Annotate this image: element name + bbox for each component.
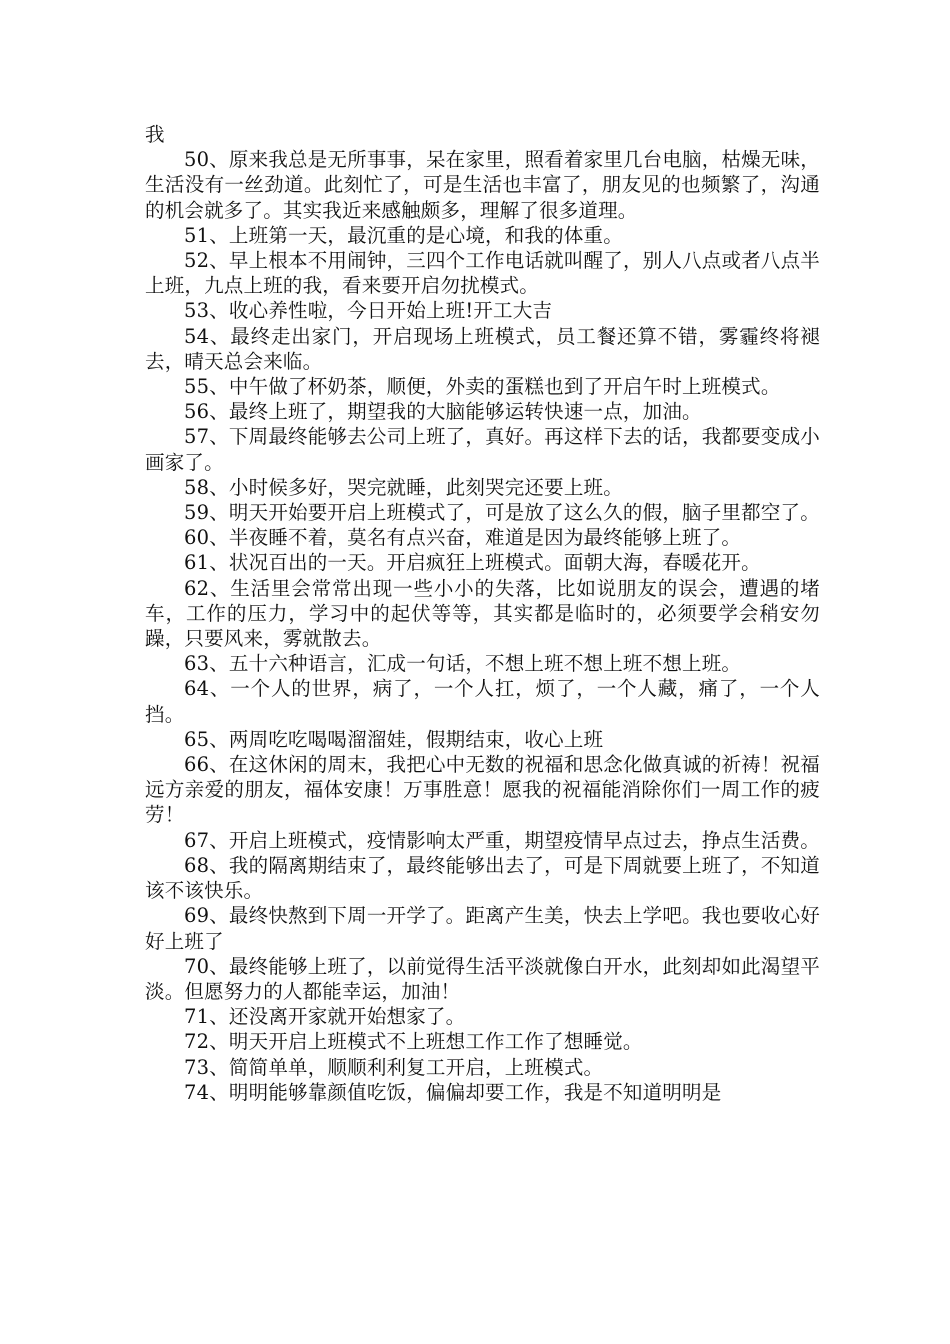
paragraph-53: 53、收心养性啦，今日开始上班!开工大吉 — [184, 299, 553, 323]
paragraph-51: 51、上班第一天，最沉重的是心境，和我的体重。 — [184, 223, 623, 247]
paragraph-55: 55、中午做了杯奶茶，顺便，外卖的蛋糕也到了开启午时上班模式。 — [184, 375, 781, 399]
paragraph-64: 64、一个人的世界，病了，一个人扛，烦了，一个人藏，痛了，一个人挡。 — [145, 677, 820, 726]
paragraph-70: 70、最终能够上班了，以前觉得生活平淡就像白开水，此刻却如此渴望平淡。但愿努力的人都能幸运，加油！ — [145, 954, 820, 1003]
paragraph-continuation: 我 — [145, 123, 165, 146]
paragraph-50: 50、原来我总是无所事事，呆在家里，照看着家里几台电脑，枯燥无味，生活没有一丝劲道。此刻忙了，可是生活也丰富了，朋友见的也频繁了，沟通的机会就多了。其实我近来感触颇多，理解了很多道理。 — [145, 148, 820, 222]
paragraph-57: 57、下周最终能够去公司上班了，真好。再这样下去的话，我都要变成小画家了。 — [145, 425, 820, 474]
paragraph-72: 72、明天开启上班模式不上班想工作工作了想睡觉。 — [184, 1030, 643, 1054]
paragraph-56: 56、最终上班了，期望我的大脑能够运转快速一点，加油。 — [184, 400, 702, 424]
paragraph-65: 65、两周吃吃喝喝溜溜娃，假期结束，收心上班 — [184, 727, 604, 751]
paragraph-58: 58、小时候多好，哭完就睡，此刻哭完还要上班。 — [184, 475, 623, 499]
paragraph-68: 68、我的隔离期结束了，最终能够出去了，可是下周就要上班了，不知道该不该快乐。 — [145, 853, 820, 903]
paragraph-69: 69、最终快熬到下周一开学了。距离产生美，快去上学吧。我也要收心好好上班了 — [145, 904, 820, 953]
paragraph-67: 67、开启上班模式，疫情影响太严重，期望疫情早点过去，挣点生活费。 — [184, 828, 820, 852]
paragraph-61: 61、状况百出的一天。开启疯狂上班模式。面朝大海，春暖花开。 — [184, 551, 761, 575]
paragraph-60: 60、半夜睡不着，莫名有点兴奋，难道是因为最终能够上班了。 — [184, 526, 742, 550]
paragraph-52: 52、早上根本不用闹钟，三四个工作电话就叫醒了，别人八点或者八点半上班，九点上班的我，看来要开启勿扰模式。 — [145, 249, 820, 298]
paragraph-71: 71、还没离开家就开始想家了。 — [184, 1005, 466, 1029]
paragraph-54: 54、最终走出家门，开启现场上班模式，员工餐还算不错，雾霾终将褪去，晴天总会来临。 — [145, 324, 820, 373]
paragraph-63: 63、五十六种语言，汇成一句话，不想上班不想上班不想上班。 — [184, 652, 742, 676]
paragraph-59: 59、明天开始要开启上班模式了，可是放了这么久的假，脑子里都空了。 — [184, 501, 820, 525]
paragraph-66: 66、在这休闲的周末，我把心中无数的祝福和思念化做真诚的祈祷！祝福远方亲爱的朋友，福体安康！万事胜意！愿我的祝福能消除你们一周工作的疲劳！ — [145, 753, 820, 827]
paragraph-74: 74、明明能够靠颜值吃饭，偏偏却要工作，我是不知道明明是 — [184, 1080, 722, 1104]
paragraph-73: 73、简简单单，顺顺利利复工开启，上班模式。 — [184, 1055, 604, 1079]
document-body — [145, 122, 820, 1105]
paragraph-62: 62、生活里会常常出现一些小小的失落，比如说朋友的误会，遭遇的堵车，工作的压力，学习中的起伏等等，其实都是临时的，必须要学会稍安勿躁，只要风来，雾就散去。 — [145, 576, 820, 651]
